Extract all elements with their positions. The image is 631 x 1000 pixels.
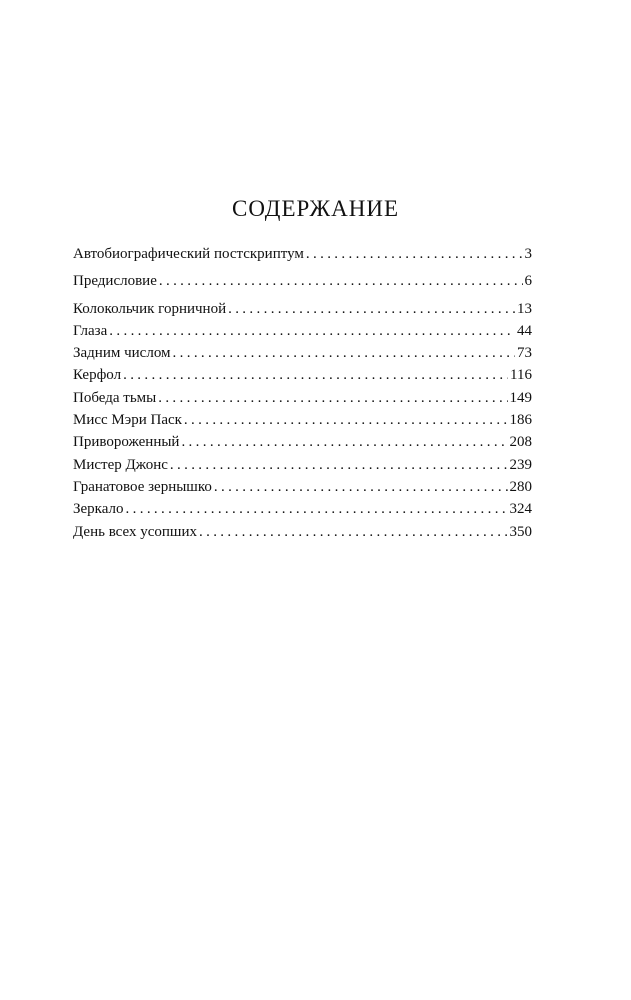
toc-entry-title: Привороженный xyxy=(73,434,180,451)
toc-entry-title: Колокольчик горничной xyxy=(73,300,227,317)
toc-entry-title: Мисс Мэри Паск xyxy=(73,412,182,429)
dot-leader xyxy=(173,342,515,364)
toc-entry-title: Автобиографический постскриптум xyxy=(73,246,304,262)
toc-entry xyxy=(73,270,532,292)
dot-leader xyxy=(228,298,515,320)
dot-leader xyxy=(306,243,523,265)
table-of-contents xyxy=(73,243,532,543)
toc-entry-title: Гранатовое зернышко xyxy=(73,478,212,495)
dot-leader xyxy=(199,521,508,543)
toc-entry-page: 6 xyxy=(524,273,532,290)
toc-entry-title: День всех усопших xyxy=(73,523,197,540)
toc-entry-title: Глаза xyxy=(73,322,108,339)
toc-heading: СОДЕРЖАНИЕ xyxy=(231,196,399,221)
dot-leader xyxy=(214,476,508,498)
toc-entry-page: 44 xyxy=(517,322,532,339)
toc-entry xyxy=(73,342,532,364)
toc-entry-title: Предисловие xyxy=(73,273,157,290)
toc-entry xyxy=(73,431,532,453)
toc-entry-title: Мистер Джонс xyxy=(73,456,168,473)
toc-entry xyxy=(73,298,532,320)
toc-entry-page: 239 xyxy=(509,456,532,473)
toc-entry-title: Задним числом xyxy=(73,345,171,362)
toc-entry xyxy=(73,498,532,520)
toc-entry xyxy=(73,521,532,543)
toc-entry xyxy=(73,476,532,498)
dot-leader xyxy=(181,431,507,453)
dot-leader xyxy=(126,498,508,520)
toc-entry xyxy=(73,409,532,431)
toc-entry-title: Победа тьмы xyxy=(73,389,157,406)
toc-entry-page: 73 xyxy=(517,345,532,362)
toc-entry-page: 116 xyxy=(510,367,532,384)
dot-leader xyxy=(184,409,508,431)
toc-entry-page: 208 xyxy=(509,434,532,451)
toc-entry xyxy=(73,320,532,342)
toc-entry-title: Зеркало xyxy=(73,501,124,518)
toc-entry-page: 186 xyxy=(509,412,532,429)
toc-entry-page: 13 xyxy=(517,300,532,317)
dot-leader xyxy=(158,387,507,409)
toc-entry-title: Керфол xyxy=(73,367,122,384)
toc-entry xyxy=(73,387,532,409)
dot-leader xyxy=(109,320,515,342)
toc-entry-page: 350 xyxy=(509,523,532,540)
toc-entry xyxy=(73,454,532,476)
dot-leader xyxy=(170,454,508,476)
toc-entry-page: 3 xyxy=(524,246,532,262)
toc-entry xyxy=(73,364,532,386)
toc-entry-page: 280 xyxy=(509,478,532,495)
toc-entry-page: 324 xyxy=(509,501,532,518)
dot-leader xyxy=(123,364,508,386)
toc-entry xyxy=(73,243,532,265)
toc-entry-page: 149 xyxy=(509,389,532,406)
dot-leader xyxy=(159,270,523,292)
